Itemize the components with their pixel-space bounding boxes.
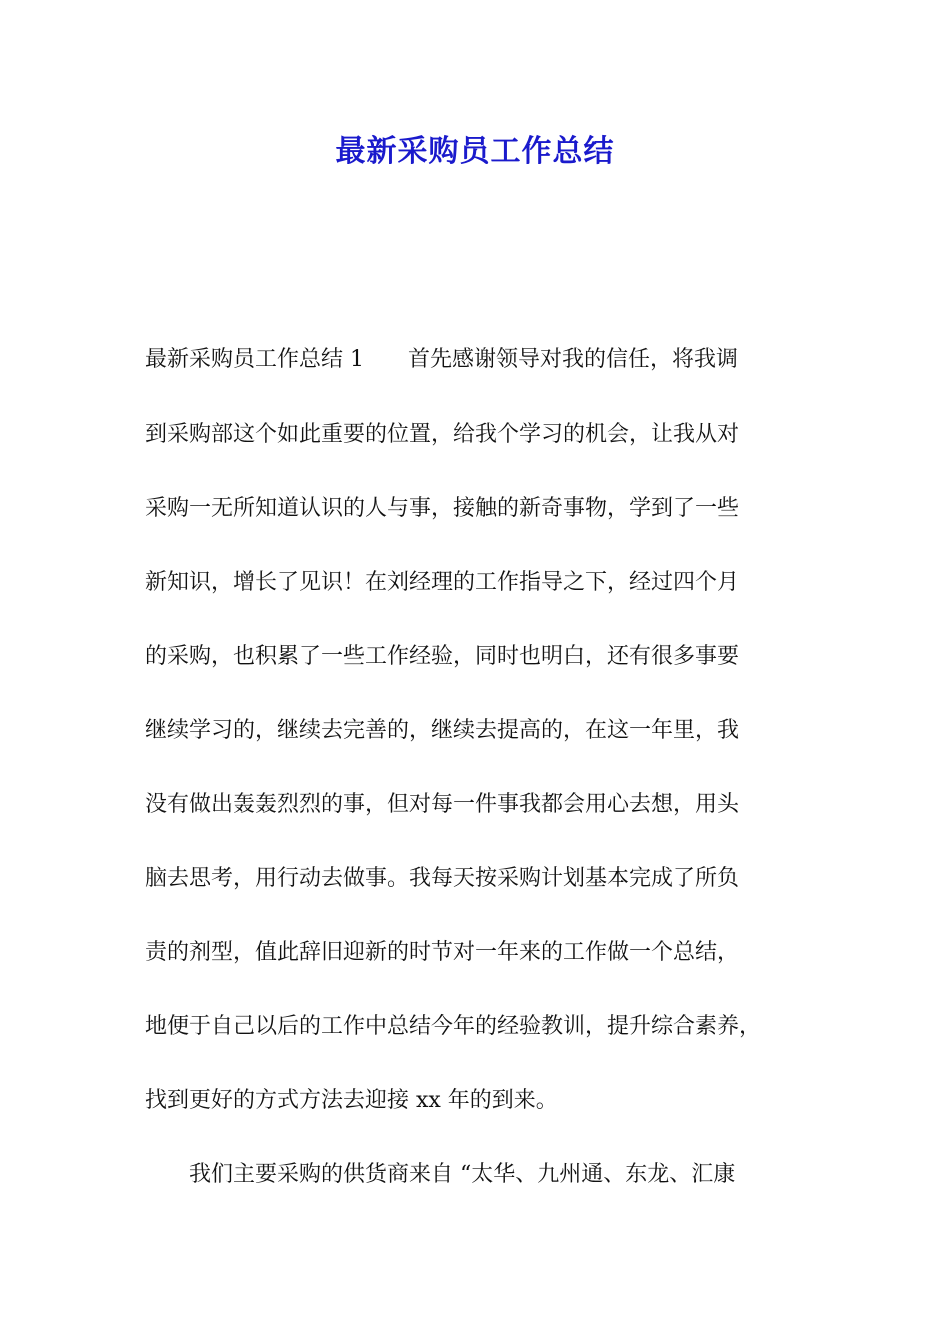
- paragraph-line: 继续学习的，继续去完善的，继续去提高的，在这一年里，我: [145, 718, 740, 743]
- paragraph-line: 新知识，增长了见识！在刘经理的工作指导之下，经过四个月: [145, 570, 740, 595]
- paragraph-line: 找到更好的方式方法去迎接 xx 年的到来。: [145, 1088, 558, 1113]
- paragraph-line: 没有做出轰轰烈烈的事，但对每一件事我都会用心去想，用头: [145, 792, 740, 817]
- paragraph-line: 的采购，也积累了一些工作经验，同时也明白，还有很多事要: [145, 644, 740, 669]
- document-title: 最新采购员工作总结: [335, 134, 615, 169]
- paragraph-line: 责的剂型，值此辞旧迎新的时节对一年来的工作做一个总结，: [145, 940, 740, 965]
- paragraph-line: 最新采购员工作总结 1 首先感谢领导对我的信任，将我调: [145, 347, 738, 372]
- paragraph-line: 我们主要采购的供货商来自 “太华、九州通、东龙、汇康: [145, 1162, 736, 1187]
- paragraph-line: 采购一无所知道认识的人与事，接触的新奇事物，学到了一些: [145, 496, 740, 521]
- paragraph-line: 地便于自己以后的工作中总结今年的经验教训，提升综合素养，: [145, 1014, 762, 1039]
- paragraph-line: 到采购部这个如此重要的位置，给我个学习的机会，让我从对: [145, 422, 740, 447]
- paragraph-line: 脑去思考，用行动去做事。我每天按采购计划基本完成了所负: [145, 866, 740, 891]
